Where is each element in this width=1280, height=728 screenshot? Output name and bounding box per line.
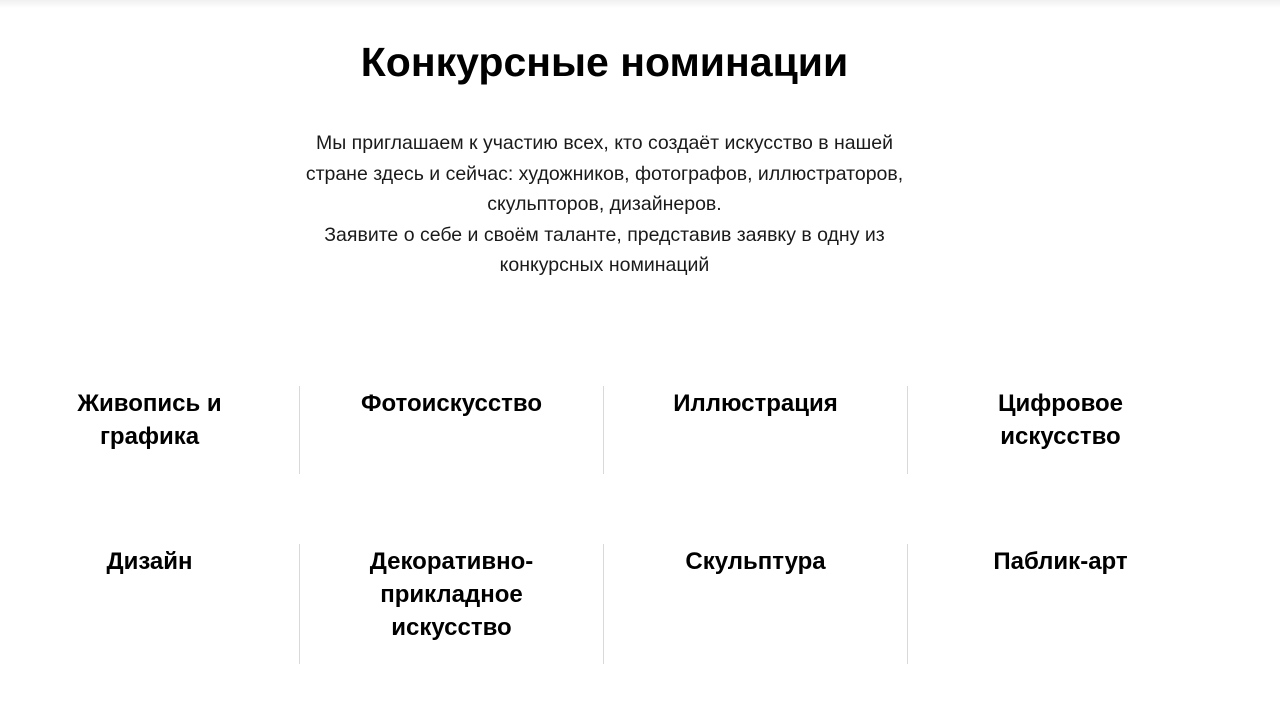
nomination-label: Скульптура — [685, 548, 826, 575]
nomination-label: Живопись и графика — [77, 390, 222, 450]
nomination-decorative-art[interactable] — [299, 544, 603, 664]
nomination-label: Иллюстрация — [673, 390, 838, 417]
nomination-design[interactable] — [0, 544, 299, 664]
nomination-photo[interactable] — [299, 386, 603, 474]
nomination-label: Цифровое искусство — [997, 390, 1124, 450]
nomination-public-art[interactable] — [907, 544, 1213, 664]
nomination-label: Дизайн — [106, 548, 193, 575]
nomination-illustration[interactable] — [603, 386, 907, 474]
header-shadow — [0, 0, 1280, 8]
page-title: Конкурсные номинации — [360, 39, 849, 85]
intro-text — [300, 128, 909, 281]
nomination-label: Паблик-арт — [993, 548, 1128, 575]
intro-paragraph-2: Заявите о себе и своём таланте, представив заявку в одну из конкурсных номинаций — [324, 223, 885, 276]
nomination-painting[interactable] — [0, 386, 299, 474]
nomination-digital-art[interactable] — [907, 386, 1213, 474]
nominations-row — [0, 386, 1214, 474]
intro-paragraph-1: Мы приглашаем к участию всех, кто создаёт искусство в нашей стране здесь и сейчас: художников, фотографов, иллюстраторов, скульпторов, дизайнеров. — [305, 132, 904, 215]
nomination-sculpture[interactable] — [603, 544, 907, 664]
nominations-row — [0, 544, 1214, 664]
nominations-grid — [0, 386, 1214, 664]
nomination-label: Декоративно-прикладное искусство — [369, 548, 534, 641]
nomination-label: Фотоискусство — [360, 390, 543, 417]
